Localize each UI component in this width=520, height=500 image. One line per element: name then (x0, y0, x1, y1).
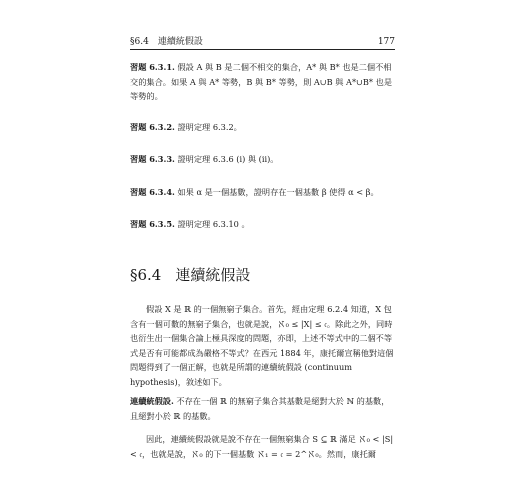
exercise-number: 習題 6.3.5. (130, 219, 175, 229)
continuum-hypothesis-statement (130, 394, 395, 423)
exercise-6-3-1 (130, 60, 395, 104)
section-title: 連續統假設 (175, 266, 251, 284)
exercise-number: 習題 6.3.1. (130, 62, 175, 72)
section-number: §6.4 (130, 266, 162, 284)
exercise-number: 習題 6.3.3. (130, 154, 175, 164)
running-header (130, 35, 395, 49)
exercise-text: 假設 A 與 B 是二個不相交的集合，A* 與 B* 也是二個不相交的集合。如果 A 與 A* 等勢，B 與 B* 等勢，則 A∪B 與 A*∪B* 也是等勢的。 (130, 62, 393, 101)
hypothesis-label: 連續統假設. (130, 396, 174, 406)
section-heading (130, 265, 395, 285)
exercise-text: 證明定理 6.3.10 。 (177, 219, 250, 229)
exercise-text: 如果 α 是一個基數，證明存在一個基數 β 使得 α < β。 (177, 187, 379, 197)
exercise-number: 習題 6.3.2. (130, 122, 175, 132)
body-paragraph-1: 假設 X 是 ℝ 的一個無窮子集合。首先，經由定理 6.2.4 知道，X 包含有一個可數的無窮子集合，也就是說，ℵ₀ ≤ |X| ≤ 𝔠。除此之外，同時也衍生出一個集合論上極具深度的問題，亦即，上述不等式中的二個不等式是否有可能都成為嚴格不等式？在西元 1884 年，康托爾宣稱他對這個問題得到了一個正解，也就是所謂的連續統假設 (continuum hypothesis)，敘述如下。 (130, 304, 394, 387)
exercise-text: 證明定理 6.3.6 (i) 與 (ii)。 (177, 154, 279, 164)
exercise-number: 習題 6.3.4. (130, 187, 175, 197)
exercise-6-3-3 (130, 152, 395, 167)
header-section: §6.4 連續統假設 (130, 37, 203, 47)
exercise-6-3-5 (130, 217, 395, 232)
header-rule (130, 49, 395, 50)
exercise-6-3-4 (130, 185, 395, 200)
body-paragraph-2: 因此，連續統假設就是說不存在一個無窮集合 S ⊆ ℝ 滿足 ℵ₀ < |S| < 𝔠，也就是說，ℵ₀ 的下一個基數 ℵ₁ = 𝔠 = 2^ℵ₀。然而，康托爾 (130, 434, 394, 459)
exercise-text: 證明定理 6.3.2。 (177, 122, 242, 132)
hypothesis-text: 不存在一個 ℝ 的無窮子集合其基數是絕對大於 ℕ 的基數，且絕對小於 ℝ 的基數。 (130, 396, 390, 421)
page-number: 177 (377, 37, 395, 47)
exercise-6-3-2 (130, 120, 395, 135)
book-page (130, 0, 395, 500)
